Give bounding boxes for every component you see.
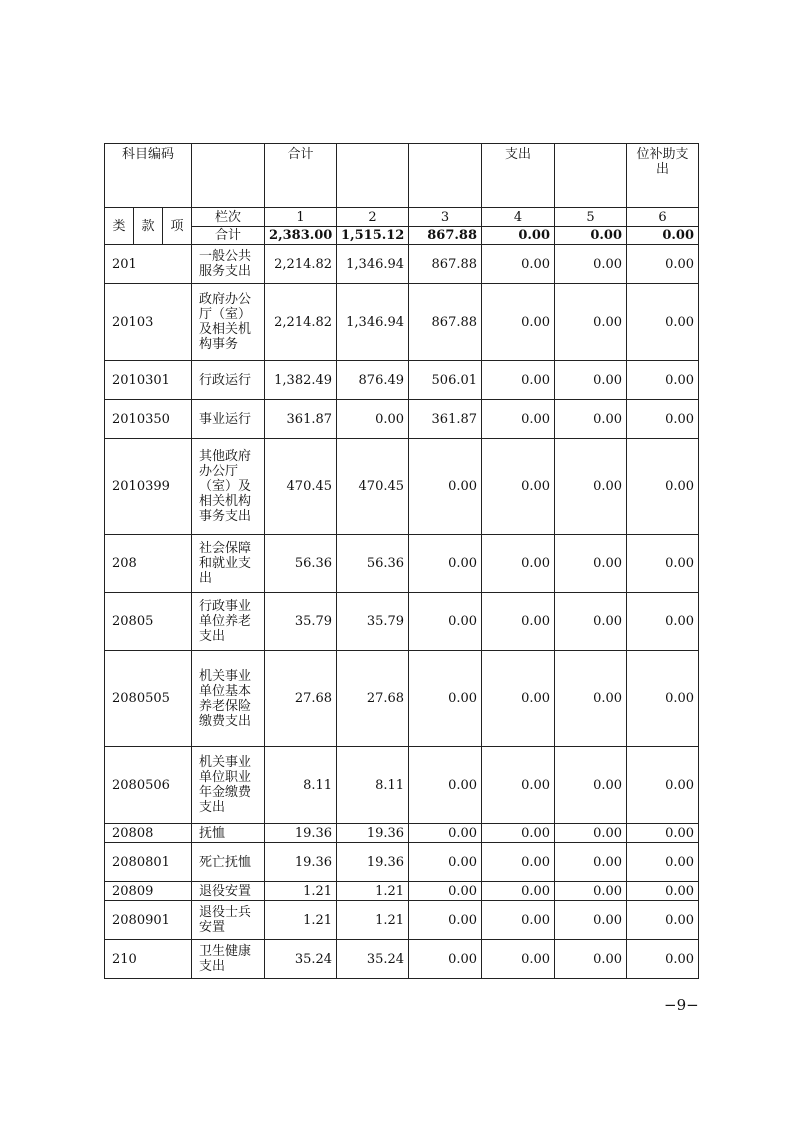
amount-cell: 0.00 bbox=[555, 651, 627, 747]
col-number: 6 bbox=[627, 208, 699, 227]
table-row bbox=[105, 400, 699, 439]
amount-cell: 0.00 bbox=[409, 651, 482, 747]
amount-cell: 0.00 bbox=[627, 747, 699, 824]
col-number: 3 bbox=[409, 208, 482, 227]
amount-cell: 0.00 bbox=[627, 284, 699, 361]
amount-cell: 19.36 bbox=[265, 843, 337, 882]
subject-name: 退役安置 bbox=[192, 882, 265, 901]
total-label: 合计 bbox=[192, 227, 265, 245]
amount-cell: 0.00 bbox=[409, 940, 482, 979]
table-row bbox=[105, 843, 699, 882]
subject-code: 20805 bbox=[105, 593, 192, 651]
amount-cell: 0.00 bbox=[627, 593, 699, 651]
amount-cell: 867.88 bbox=[409, 284, 482, 361]
subject-name: 卫生健康支出 bbox=[192, 940, 265, 979]
subject-name: 机关事业单位职业年金缴费支出 bbox=[192, 747, 265, 824]
amount-cell: 0.00 bbox=[627, 535, 699, 593]
subject-code: 20808 bbox=[105, 824, 192, 843]
table-row bbox=[105, 284, 699, 361]
total-value: 1,515.12 bbox=[337, 227, 409, 245]
amount-cell: 1.21 bbox=[337, 901, 409, 940]
amount-cell: 56.36 bbox=[265, 535, 337, 593]
subject-code: 201 bbox=[105, 245, 192, 284]
table-row bbox=[105, 824, 699, 843]
subject-code: 20809 bbox=[105, 882, 192, 901]
amount-cell: 361.87 bbox=[409, 400, 482, 439]
amount-cell: 0.00 bbox=[555, 361, 627, 400]
subject-name: 行政运行 bbox=[192, 361, 265, 400]
header-col-subsidy: 位补助支出 bbox=[627, 144, 699, 208]
table-row bbox=[105, 439, 699, 535]
amount-cell: 0.00 bbox=[482, 245, 555, 284]
amount-cell: 0.00 bbox=[555, 824, 627, 843]
amount-cell: 0.00 bbox=[482, 400, 555, 439]
amount-cell: 35.24 bbox=[337, 940, 409, 979]
col-number: 1 bbox=[265, 208, 337, 227]
table-row bbox=[105, 940, 699, 979]
page-number: −9− bbox=[664, 996, 699, 1014]
amount-cell: 361.87 bbox=[265, 400, 337, 439]
amount-cell: 1,382.49 bbox=[265, 361, 337, 400]
total-value: 0.00 bbox=[482, 227, 555, 245]
amount-cell: 1,346.94 bbox=[337, 245, 409, 284]
amount-cell: 0.00 bbox=[627, 439, 699, 535]
amount-cell: 867.88 bbox=[409, 245, 482, 284]
subject-code: 210 bbox=[105, 940, 192, 979]
amount-cell: 0.00 bbox=[627, 882, 699, 901]
amount-cell: 8.11 bbox=[265, 747, 337, 824]
table-row bbox=[105, 901, 699, 940]
header-subject-code: 科目编码 bbox=[105, 144, 192, 208]
subject-name: 其他政府办公厅（室）及相关机构事务支出 bbox=[192, 439, 265, 535]
header-cell-empty bbox=[409, 144, 482, 208]
amount-cell: 0.00 bbox=[482, 361, 555, 400]
amount-cell: 0.00 bbox=[627, 843, 699, 882]
amount-cell: 35.79 bbox=[265, 593, 337, 651]
amount-cell: 0.00 bbox=[627, 901, 699, 940]
subject-code: 20103 bbox=[105, 284, 192, 361]
total-row bbox=[105, 227, 699, 245]
amount-cell: 0.00 bbox=[555, 843, 627, 882]
subject-name: 死亡抚恤 bbox=[192, 843, 265, 882]
header-lanci: 栏次 bbox=[192, 208, 265, 227]
amount-cell: 0.00 bbox=[627, 651, 699, 747]
header-cell-empty bbox=[337, 144, 409, 208]
col-number: 4 bbox=[482, 208, 555, 227]
amount-cell: 0.00 bbox=[482, 439, 555, 535]
amount-cell: 19.36 bbox=[337, 824, 409, 843]
amount-cell: 0.00 bbox=[555, 245, 627, 284]
amount-cell: 0.00 bbox=[409, 824, 482, 843]
amount-cell: 470.45 bbox=[265, 439, 337, 535]
amount-cell: 0.00 bbox=[555, 940, 627, 979]
subject-code: 2010399 bbox=[105, 439, 192, 535]
amount-cell: 2,214.82 bbox=[265, 245, 337, 284]
amount-cell: 35.24 bbox=[265, 940, 337, 979]
amount-cell: 0.00 bbox=[482, 651, 555, 747]
amount-cell: 19.36 bbox=[337, 843, 409, 882]
table-row bbox=[105, 245, 699, 284]
subject-code: 2080901 bbox=[105, 901, 192, 940]
subject-code: 2080801 bbox=[105, 843, 192, 882]
amount-cell: 0.00 bbox=[409, 901, 482, 940]
header-xiang: 项 bbox=[163, 208, 192, 245]
amount-cell: 1.21 bbox=[265, 901, 337, 940]
amount-cell: 19.36 bbox=[265, 824, 337, 843]
amount-cell: 0.00 bbox=[555, 882, 627, 901]
amount-cell: 0.00 bbox=[555, 593, 627, 651]
amount-cell: 0.00 bbox=[337, 400, 409, 439]
subject-code: 208 bbox=[105, 535, 192, 593]
subject-name: 机关事业单位基本养老保险缴费支出 bbox=[192, 651, 265, 747]
amount-cell: 0.00 bbox=[409, 747, 482, 824]
amount-cell: 0.00 bbox=[482, 940, 555, 979]
subject-name: 事业运行 bbox=[192, 400, 265, 439]
header-col-expenditure: 支出 bbox=[482, 144, 555, 208]
header-cell-empty bbox=[555, 144, 627, 208]
amount-cell: 8.11 bbox=[337, 747, 409, 824]
amount-cell: 0.00 bbox=[409, 593, 482, 651]
header-kuan: 款 bbox=[134, 208, 163, 245]
total-value: 0.00 bbox=[555, 227, 627, 245]
amount-cell: 0.00 bbox=[482, 593, 555, 651]
table-row bbox=[105, 747, 699, 824]
amount-cell: 27.68 bbox=[265, 651, 337, 747]
amount-cell: 1.21 bbox=[265, 882, 337, 901]
amount-cell: 0.00 bbox=[482, 843, 555, 882]
amount-cell: 0.00 bbox=[555, 439, 627, 535]
amount-cell: 0.00 bbox=[409, 439, 482, 535]
table-row bbox=[105, 535, 699, 593]
amount-cell: 0.00 bbox=[555, 747, 627, 824]
amount-cell: 56.36 bbox=[337, 535, 409, 593]
amount-cell: 0.00 bbox=[482, 535, 555, 593]
subject-name: 一般公共服务支出 bbox=[192, 245, 265, 284]
amount-cell: 0.00 bbox=[409, 535, 482, 593]
amount-cell: 0.00 bbox=[627, 824, 699, 843]
column-number-row bbox=[105, 208, 699, 227]
amount-cell: 506.01 bbox=[409, 361, 482, 400]
amount-cell: 1,346.94 bbox=[337, 284, 409, 361]
amount-cell: 0.00 bbox=[482, 882, 555, 901]
subject-code: 2010301 bbox=[105, 361, 192, 400]
subject-name: 退役士兵安置 bbox=[192, 901, 265, 940]
amount-cell: 27.68 bbox=[337, 651, 409, 747]
expenditure-table bbox=[104, 143, 699, 979]
amount-cell: 35.79 bbox=[337, 593, 409, 651]
subject-name: 政府办公厅（室）及相关机构事务 bbox=[192, 284, 265, 361]
amount-cell: 0.00 bbox=[627, 940, 699, 979]
amount-cell: 0.00 bbox=[482, 747, 555, 824]
header-lei: 类 bbox=[105, 208, 134, 245]
header-cell-empty bbox=[192, 144, 265, 208]
header-row bbox=[105, 144, 699, 208]
subject-code: 2080506 bbox=[105, 747, 192, 824]
table-row bbox=[105, 882, 699, 901]
amount-cell: 0.00 bbox=[555, 284, 627, 361]
table-row bbox=[105, 593, 699, 651]
amount-cell: 0.00 bbox=[555, 535, 627, 593]
amount-cell: 0.00 bbox=[627, 400, 699, 439]
table-row bbox=[105, 651, 699, 747]
total-value: 867.88 bbox=[409, 227, 482, 245]
amount-cell: 0.00 bbox=[409, 882, 482, 901]
amount-cell: 0.00 bbox=[409, 843, 482, 882]
col-number: 2 bbox=[337, 208, 409, 227]
subject-name: 行政事业单位养老支出 bbox=[192, 593, 265, 651]
subject-code: 2010350 bbox=[105, 400, 192, 439]
subject-name: 社会保障和就业支出 bbox=[192, 535, 265, 593]
table-row bbox=[105, 361, 699, 400]
subject-code: 2080505 bbox=[105, 651, 192, 747]
amount-cell: 470.45 bbox=[337, 439, 409, 535]
amount-cell: 0.00 bbox=[555, 400, 627, 439]
amount-cell: 0.00 bbox=[482, 284, 555, 361]
total-value: 2,383.00 bbox=[265, 227, 337, 245]
amount-cell: 0.00 bbox=[555, 901, 627, 940]
amount-cell: 0.00 bbox=[627, 361, 699, 400]
subject-name: 抚恤 bbox=[192, 824, 265, 843]
amount-cell: 2,214.82 bbox=[265, 284, 337, 361]
total-value: 0.00 bbox=[627, 227, 699, 245]
amount-cell: 0.00 bbox=[627, 245, 699, 284]
amount-cell: 1.21 bbox=[337, 882, 409, 901]
amount-cell: 0.00 bbox=[482, 824, 555, 843]
header-col-total: 合计 bbox=[265, 144, 337, 208]
amount-cell: 0.00 bbox=[482, 901, 555, 940]
amount-cell: 876.49 bbox=[337, 361, 409, 400]
col-number: 5 bbox=[555, 208, 627, 227]
